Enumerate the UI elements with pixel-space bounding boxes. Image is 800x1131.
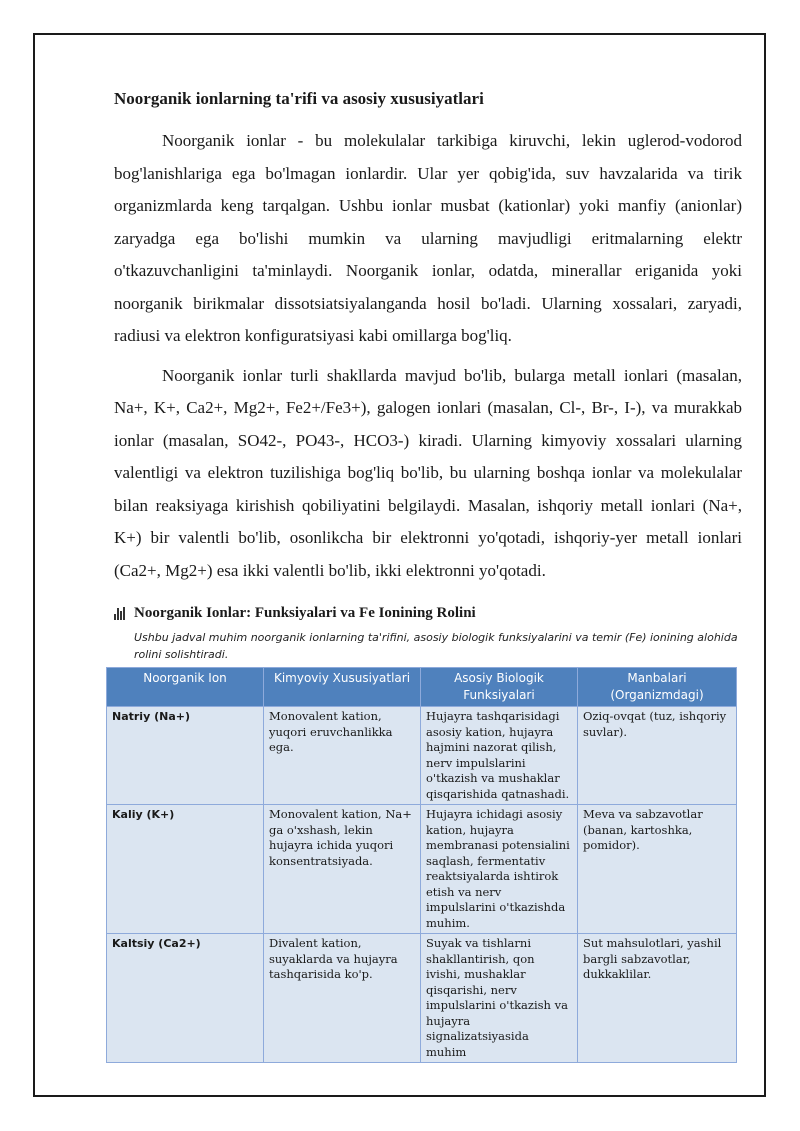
cell-functions: Hujayra ichidagi asosiy kation, hujayra membranasi potensialini saqlash, fermentativ reaktsiyalarda ishtirok etish va nerv impulslarini o'tkazishda muhim. [421, 805, 578, 934]
cell-properties: Monovalent kation, yuqori eruvchanlikka ega. [264, 707, 421, 805]
table-title [114, 601, 742, 625]
table-caption: Ushbu jadval muhim noorganik ionlarning ta'rifini, asosiy biologik funksiyalarini va temir (Fe) ionining alohida rolini solishtiradi. [134, 631, 738, 661]
cell-sources: Meva va sabzavotlar (banan, kartoshka, pomidor). [578, 805, 737, 934]
table-row [107, 934, 737, 1063]
table-title-text: Noorganik Ionlar: Funksiyalari va Fe Ionining Rolini [134, 604, 476, 621]
header-sources: Manbalari (Organizmdagi) [578, 668, 737, 707]
cell-properties: Divalent kation, suyaklarda va hujayra tashqarisida ko'p. [264, 934, 421, 1063]
document-body [114, 86, 742, 1063]
cell-ion: Natriy (Na+) [107, 707, 264, 805]
ions-table [106, 667, 737, 1063]
section-heading: Noorganik ionlarning ta'rifi va asosiy xususiyatlari [114, 89, 484, 108]
cell-properties: Monovalent kation, Na+ ga o'xshash, lekin hujayra ichida yuqori konsentratsiyada. [264, 805, 421, 934]
header-functions: Asosiy Biologik Funksiyalari [421, 668, 578, 707]
table-row [107, 707, 737, 805]
bar-chart-icon [114, 606, 128, 620]
paragraph-1: Noorganik ionlar - bu molekulalar tarkibiga kiruvchi, lekin uglerod-vodorod bog'lanishlariga ega bo'lmagan ionlardir. Ular yer qobig'ida, suv havzalarida va tirik organizmlarda keng tarqalgan. Ushbu ionlar musbat (kationlar) yoki manfiy (anionlar) zaryadga ega bo'lishi mumkin va ularning mavjudligi eritmalarning elektr o'tkazuvchanligini ta'minlaydi. Noorganik ionlar, odatda, minerallar eriganida yoki noorganik birikmalar dissotsiatsiyalanganda hosil bo'ladi. Ularning xossalari, zaryadi, radiusi va elektron konfiguratsiyasi kabi omillarga bog'liq. [114, 131, 742, 345]
cell-functions: Suyak va tishlarni shakllantirish, qon ivishi, mushaklar qisqarishi, nerv impulslarini o'tkazish va hujayra signalizatsiyasida muhim [421, 934, 578, 1063]
table-header-row [107, 668, 737, 707]
cell-ion: Kaliy (K+) [107, 805, 264, 934]
cell-ion: Kaltsiy (Ca2+) [107, 934, 264, 1063]
cell-sources: Sut mahsulotlari, yashil bargli sabzavotlar, dukkaklilar. [578, 934, 737, 1063]
paragraph-2: Noorganik ionlar turli shakllarda mavjud bo'lib, bularga metall ionlari (masalan, Na+, K+, Ca2+, Mg2+, Fe2+/Fe3+), galogen ionlari (masalan, Cl-, Br-, I-), va murakkab ionlar (masalan, SO42-, PO43-, HCO3-) kiradi. Ularning kimyoviy xossalari ularning valentligi va elektron tuzilishiga bog'liq bo'lib, bu ularning boshqa ionlar va molekulalar bilan reaksiyaga kirishish qobiliyatini belgilaydi. Masalan, ishqoriy metall ionlari (Na+, K+) bir valentli bo'lib, osonlikcha bir elektronni yo'qotadi, ishqoriy-yer metall ionlari (Ca2+, Mg2+) esa ikki valentli bo'lib, ikki elektronni yo'qotadi. [114, 365, 742, 580]
header-properties: Kimyoviy Xususiyatlari [264, 668, 421, 707]
cell-functions: Hujayra tashqarisidagi asosiy kation, hujayra hajmini nazorat qilish, nerv impulslarini o'tkazish va mushaklar qisqarishida qatnashadi. [421, 707, 578, 805]
cell-sources: Oziq-ovqat (tuz, ishqoriy suvlar). [578, 707, 737, 805]
table-row [107, 805, 737, 934]
header-ion: Noorganik Ion [107, 668, 264, 707]
